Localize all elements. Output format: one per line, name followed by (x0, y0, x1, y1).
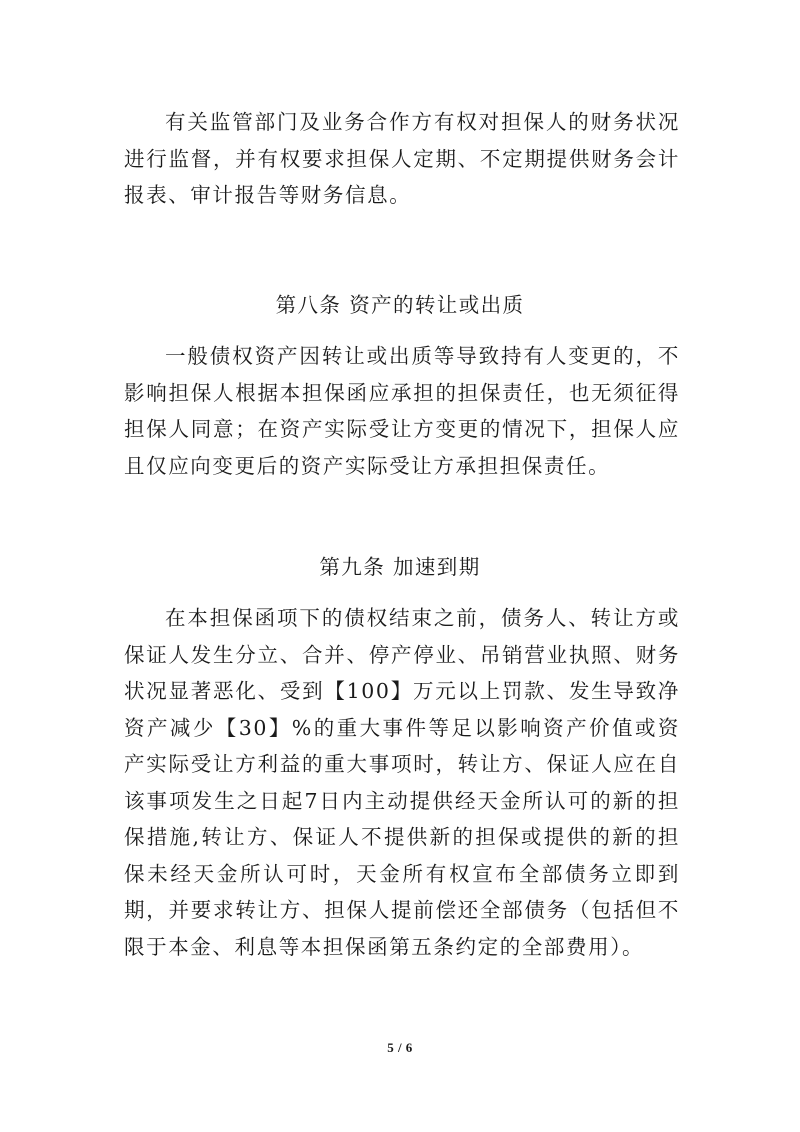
article-9-heading: 第九条 加速到期 (319, 555, 481, 579)
article-8-heading: 第八条 资产的转让或出质 (275, 293, 525, 317)
page-number: 5 / 6 (387, 1040, 413, 1055)
paragraph-supervision: 有关监管部门及业务合作方有权对担保人的财务状况进行监督，并有权要求担保人定期、不定期提供财务会计报表、审计报告等财务信息。 (124, 110, 680, 207)
article-9-body: 在本担保函项下的债权结束之前，债务人、转让方或保证人发生分立、合并、停产停业、吊销营业执照、财务状况显著恶化、受到【100】万元以上罚款、发生导致净资产减少【30】%的重大事件等足以影响资产价值或资产实际受让方利益的重大事项时，转让方、保证人应在自该事项发生之日起7日内主动提供经天金所认可的新的担保措施,转让方、保证人不提供新的担保或提供的新的担保未经天金所认可时，天金所有权宣布全部债务立即到期，并要求转让方、担保人提前偿还全部债务（包括但不限于本金、利息等本担保函第五条约定的全部费用）。 (124, 606, 680, 959)
article-8-body: 一般债权资产因转让或出质等导致持有人变更的，不影响担保人根据本担保函应承担的担保责任，也无须征得担保人同意；在资产实际受让方变更的情况下，担保人应且仅应向变更后的资产实际受让方承担担保责任。 (124, 344, 680, 478)
